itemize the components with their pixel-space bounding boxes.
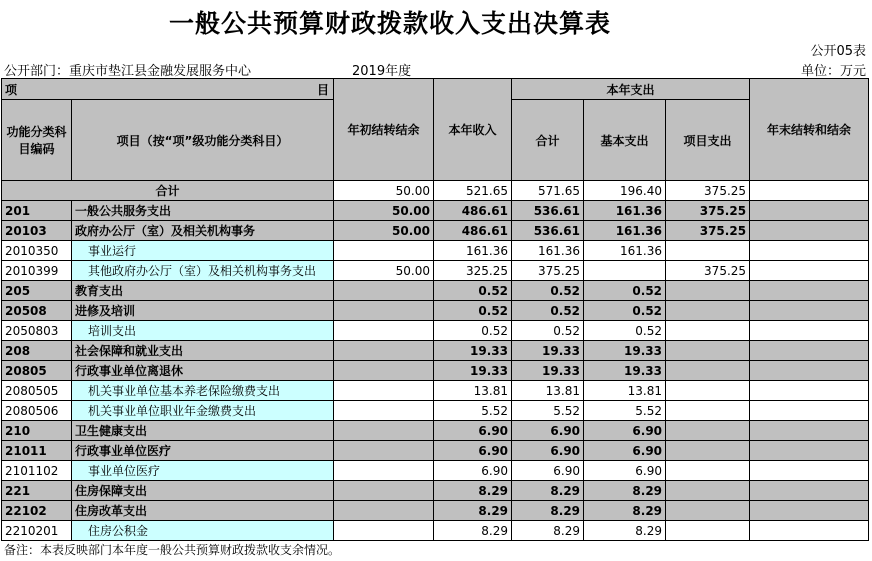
table-row xyxy=(2,521,869,541)
cell-begin xyxy=(334,401,434,421)
cell-basic: 161.36 xyxy=(584,221,666,241)
cell-code: 20508 xyxy=(2,301,72,321)
cell-total: 6.90 xyxy=(512,421,584,441)
header-mu: 目 xyxy=(317,83,330,97)
cell-name: 政府办公厅（室）及相关机构事务 xyxy=(72,221,334,241)
table-row xyxy=(2,461,869,481)
cell-total: 536.61 xyxy=(512,201,584,221)
cell-begin xyxy=(334,481,434,501)
form-number: 公开05表 xyxy=(810,44,866,59)
cell-project xyxy=(666,301,750,321)
header-xiang: 项 xyxy=(5,82,18,97)
cell-total: 8.29 xyxy=(512,501,584,521)
cell-name: 机关事业单位职业年金缴费支出 xyxy=(72,401,334,421)
cell-name: 教育支出 xyxy=(72,281,334,301)
header-expense-total: 合计 xyxy=(512,100,584,181)
cell-basic: 19.33 xyxy=(584,341,666,361)
cell-end xyxy=(750,421,869,441)
budget-table xyxy=(1,78,869,541)
cell-project xyxy=(666,421,750,441)
total-end xyxy=(750,181,869,201)
cell-code: 20103 xyxy=(2,221,72,241)
cell-name: 卫生健康支出 xyxy=(72,421,334,441)
cell-income: 19.33 xyxy=(434,341,512,361)
cell-code: 2050803 xyxy=(2,321,72,341)
cell-code: 210 xyxy=(2,421,72,441)
cell-code: 205 xyxy=(2,281,72,301)
cell-income: 486.61 xyxy=(434,201,512,221)
cell-income: 0.52 xyxy=(434,321,512,341)
cell-begin xyxy=(334,501,434,521)
cell-begin xyxy=(334,521,434,541)
total-begin: 50.00 xyxy=(334,181,434,201)
cell-begin xyxy=(334,341,434,361)
total-expense: 571.65 xyxy=(512,181,584,201)
cell-project xyxy=(666,461,750,481)
table-row xyxy=(2,481,869,501)
table-row xyxy=(2,281,869,301)
cell-basic: 6.90 xyxy=(584,421,666,441)
header-basic-expense: 基本支出 xyxy=(584,100,666,181)
cell-name: 进修及培训 xyxy=(72,301,334,321)
cell-begin xyxy=(334,321,434,341)
table-row xyxy=(2,301,869,321)
table-row xyxy=(2,381,869,401)
cell-end xyxy=(750,401,869,421)
cell-project xyxy=(666,361,750,381)
cell-basic: 0.52 xyxy=(584,321,666,341)
header-begin-balance: 年初结转结余 xyxy=(334,79,434,181)
cell-name: 住房改革支出 xyxy=(72,501,334,521)
header-item-name: 项目（按“项”级功能分类科目） xyxy=(72,100,334,181)
cell-income: 0.52 xyxy=(434,301,512,321)
cell-name: 社会保障和就业支出 xyxy=(72,341,334,361)
cell-code: 2210201 xyxy=(2,521,72,541)
cell-income: 6.90 xyxy=(434,461,512,481)
cell-total: 8.29 xyxy=(512,521,584,541)
cell-name: 培训支出 xyxy=(72,321,334,341)
total-row xyxy=(2,181,869,201)
cell-name: 事业运行 xyxy=(72,241,334,261)
cell-project xyxy=(666,521,750,541)
cell-name: 行政事业单位医疗 xyxy=(72,441,334,461)
cell-end xyxy=(750,301,869,321)
table-row xyxy=(2,421,869,441)
cell-end xyxy=(750,441,869,461)
table-row xyxy=(2,321,869,341)
cell-end xyxy=(750,361,869,381)
table-row xyxy=(2,241,869,261)
cell-income: 8.29 xyxy=(434,521,512,541)
cell-basic: 13.81 xyxy=(584,381,666,401)
cell-code: 2101102 xyxy=(2,461,72,481)
cell-income: 486.61 xyxy=(434,221,512,241)
cell-project: 375.25 xyxy=(666,261,750,281)
cell-code: 2080506 xyxy=(2,401,72,421)
cell-total: 0.52 xyxy=(512,301,584,321)
cell-basic: 0.52 xyxy=(584,281,666,301)
cell-total: 6.90 xyxy=(512,461,584,481)
cell-income: 6.90 xyxy=(434,421,512,441)
header-end-balance: 年末结转和结余 xyxy=(750,79,869,181)
total-basic: 196.40 xyxy=(584,181,666,201)
cell-end xyxy=(750,341,869,361)
cell-end xyxy=(750,521,869,541)
cell-total: 536.61 xyxy=(512,221,584,241)
cell-total: 0.52 xyxy=(512,321,584,341)
cell-begin xyxy=(334,381,434,401)
cell-begin xyxy=(334,421,434,441)
cell-code: 201 xyxy=(2,201,72,221)
cell-income: 13.81 xyxy=(434,381,512,401)
cell-income: 19.33 xyxy=(434,361,512,381)
cell-code: 21011 xyxy=(2,441,72,461)
cell-project xyxy=(666,441,750,461)
cell-project xyxy=(666,341,750,361)
cell-basic: 161.36 xyxy=(584,241,666,261)
cell-end xyxy=(750,281,869,301)
cell-basic: 6.90 xyxy=(584,461,666,481)
cell-basic: 8.29 xyxy=(584,481,666,501)
cell-income: 0.52 xyxy=(434,281,512,301)
cell-basic: 8.29 xyxy=(584,501,666,521)
cell-code: 2080505 xyxy=(2,381,72,401)
cell-basic: 161.36 xyxy=(584,201,666,221)
cell-name: 住房保障支出 xyxy=(72,481,334,501)
cell-total: 8.29 xyxy=(512,481,584,501)
table-row xyxy=(2,361,869,381)
cell-total: 13.81 xyxy=(512,381,584,401)
cell-project xyxy=(666,481,750,501)
table-row xyxy=(2,341,869,361)
cell-total: 19.33 xyxy=(512,361,584,381)
cell-name: 一般公共服务支出 xyxy=(72,201,334,221)
table-row xyxy=(2,221,869,241)
cell-project xyxy=(666,321,750,341)
cell-income: 161.36 xyxy=(434,241,512,261)
cell-begin xyxy=(334,361,434,381)
cell-name: 行政事业单位离退休 xyxy=(72,361,334,381)
cell-name: 事业单位医疗 xyxy=(72,461,334,481)
cell-begin xyxy=(334,241,434,261)
cell-end xyxy=(750,501,869,521)
cell-total: 375.25 xyxy=(512,261,584,281)
cell-begin xyxy=(334,301,434,321)
footnote: 备注：本表反映部门本年度一般公共预算财政拨款收支余情况。 xyxy=(4,543,341,557)
header-code: 功能分类科目编码 xyxy=(2,100,72,181)
unit-label: 单位：万元 xyxy=(800,64,866,79)
cell-project xyxy=(666,381,750,401)
cell-total: 161.36 xyxy=(512,241,584,261)
header-income: 本年收入 xyxy=(434,79,512,181)
cell-basic: 5.52 xyxy=(584,401,666,421)
cell-end xyxy=(750,461,869,481)
total-label: 合计 xyxy=(2,181,334,201)
cell-end xyxy=(750,381,869,401)
cell-total: 6.90 xyxy=(512,441,584,461)
cell-end xyxy=(750,481,869,501)
cell-total: 0.52 xyxy=(512,281,584,301)
cell-basic: 6.90 xyxy=(584,441,666,461)
cell-basic: 19.33 xyxy=(584,361,666,381)
cell-income: 5.52 xyxy=(434,401,512,421)
header-project-expense: 项目支出 xyxy=(666,100,750,181)
cell-basic: 0.52 xyxy=(584,301,666,321)
cell-income: 8.29 xyxy=(434,481,512,501)
cell-name: 其他政府办公厅（室）及相关机构事务支出 xyxy=(72,261,334,281)
report-title: 一般公共预算财政拨款收入支出决算表 xyxy=(168,9,611,38)
table-row xyxy=(2,501,869,521)
cell-basic: 8.29 xyxy=(584,521,666,541)
cell-code: 208 xyxy=(2,341,72,361)
cell-total: 5.52 xyxy=(512,401,584,421)
table-row xyxy=(2,441,869,461)
cell-name: 住房公积金 xyxy=(72,521,334,541)
table-row xyxy=(2,201,869,221)
cell-project xyxy=(666,281,750,301)
cell-name: 机关事业单位基本养老保险缴费支出 xyxy=(72,381,334,401)
cell-income: 325.25 xyxy=(434,261,512,281)
cell-end xyxy=(750,261,869,281)
cell-code: 2010399 xyxy=(2,261,72,281)
cell-begin: 50.00 xyxy=(334,221,434,241)
cell-project: 375.25 xyxy=(666,201,750,221)
cell-total: 19.33 xyxy=(512,341,584,361)
cell-end xyxy=(750,221,869,241)
cell-project xyxy=(666,241,750,261)
cell-begin xyxy=(334,441,434,461)
cell-end xyxy=(750,321,869,341)
cell-begin xyxy=(334,281,434,301)
cell-code: 2010350 xyxy=(2,241,72,261)
cell-income: 8.29 xyxy=(434,501,512,521)
cell-income: 6.90 xyxy=(434,441,512,461)
cell-end xyxy=(750,241,869,261)
cell-code: 221 xyxy=(2,481,72,501)
header-expense-group: 本年支出 xyxy=(512,79,750,100)
cell-basic xyxy=(584,261,666,281)
cell-project xyxy=(666,501,750,521)
total-income: 521.65 xyxy=(434,181,512,201)
cell-code: 20805 xyxy=(2,361,72,381)
cell-code: 22102 xyxy=(2,501,72,521)
cell-begin: 50.00 xyxy=(334,201,434,221)
table-row xyxy=(2,261,869,281)
cell-project xyxy=(666,401,750,421)
cell-begin: 50.00 xyxy=(334,261,434,281)
table-row xyxy=(2,401,869,421)
cell-end xyxy=(750,201,869,221)
header-item xyxy=(2,79,334,100)
department-label: 公开部门：重庆市垫江县金融发展服务中心 xyxy=(4,64,252,79)
cell-project: 375.25 xyxy=(666,221,750,241)
fiscal-year: 2019年度 xyxy=(352,64,412,79)
cell-begin xyxy=(334,461,434,481)
total-project: 375.25 xyxy=(666,181,750,201)
